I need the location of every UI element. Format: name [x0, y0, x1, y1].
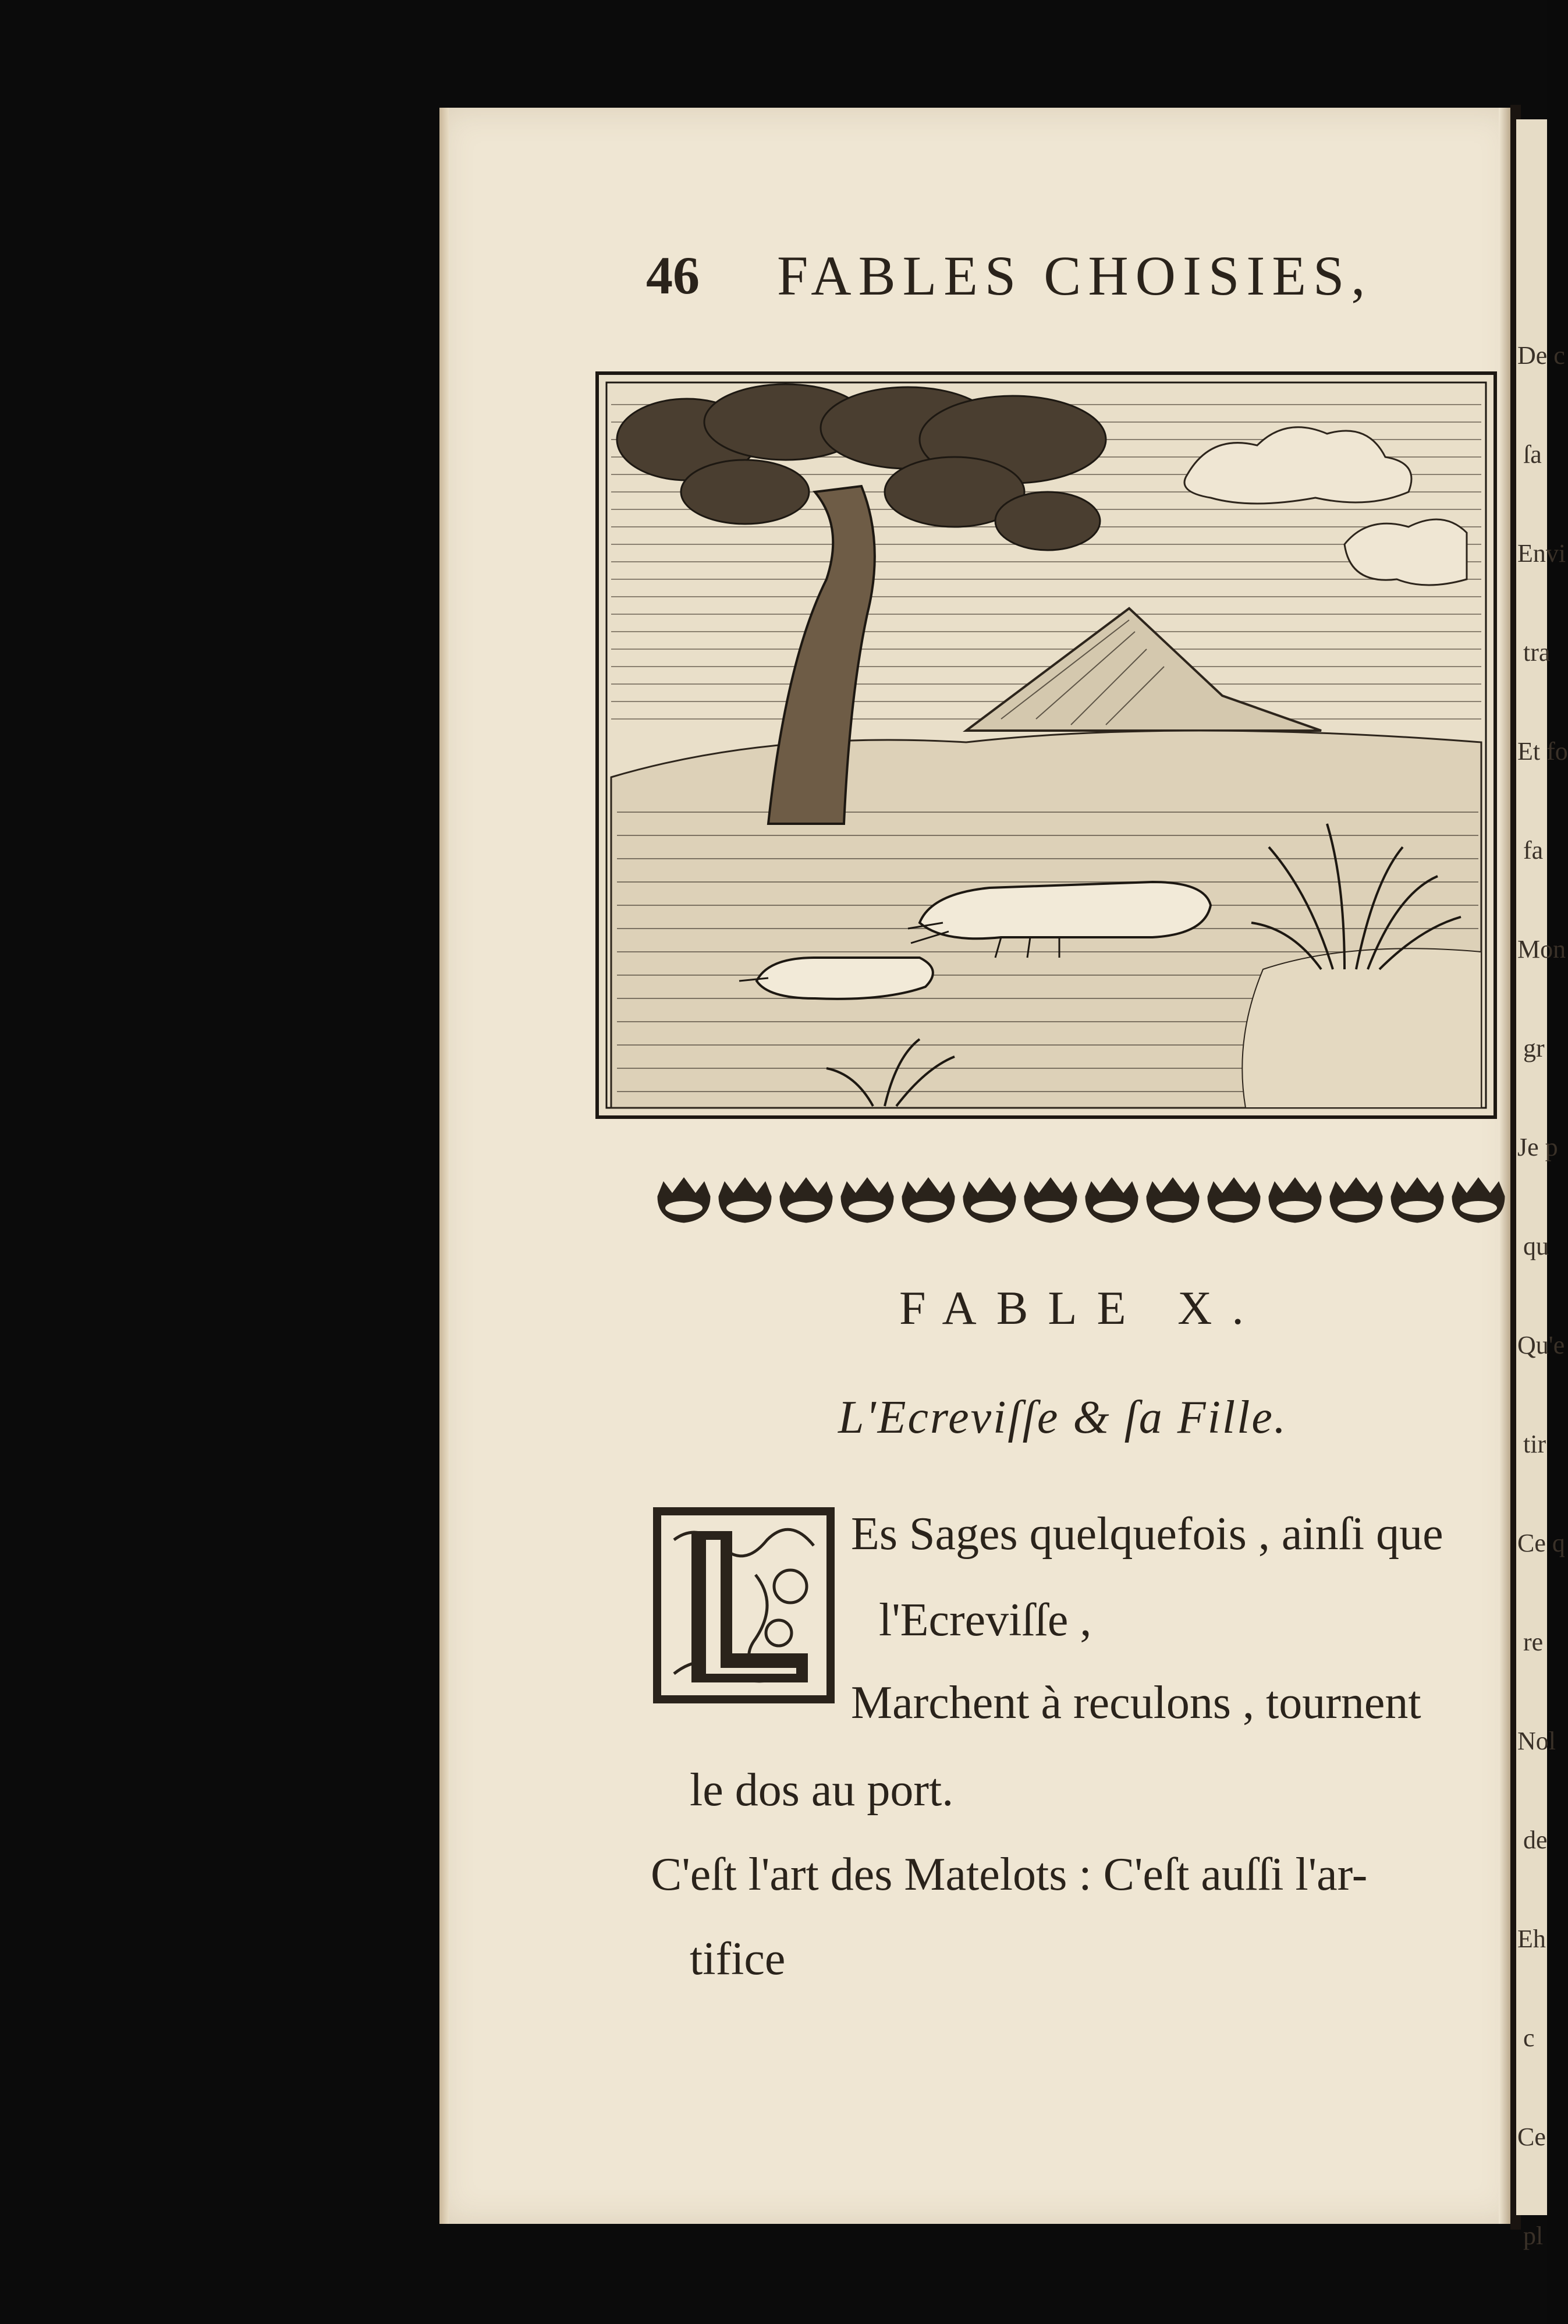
facing-page-fragment: Eh: [1517, 1925, 1546, 1953]
page-edge: [439, 108, 449, 2224]
facing-page-fragment: tir: [1523, 1430, 1546, 1458]
facing-page-fragment: re: [1523, 1628, 1544, 1656]
body-line-5: C'eſt l'art des Matelots : C'eſt auſſi l'ar-: [651, 1849, 1368, 1900]
facing-page-fragment: Ce: [1517, 2123, 1546, 2151]
page-number: 46: [646, 246, 700, 305]
facing-page-fragment: Mon: [1517, 935, 1566, 963]
fable-number: FABLE X.: [899, 1281, 1264, 1334]
facing-page-fragment: Et fo: [1517, 737, 1568, 766]
fable-title: L'Ecreviſſe & ſa Fille.: [838, 1392, 1287, 1443]
facing-page-fragment: tra: [1523, 638, 1551, 667]
facing-page-fragment: pl: [1523, 2222, 1544, 2250]
facing-page-fragment: ſa: [1523, 440, 1542, 469]
facing-page-fragment: de: [1523, 1826, 1548, 1854]
body-line-6: tifice: [690, 1933, 786, 1985]
facing-page-fragment: De c: [1517, 341, 1565, 370]
body-line-3: Marchent à reculons , tournent: [851, 1677, 1421, 1728]
facing-page-fragment: Qu'e: [1517, 1331, 1565, 1359]
decorated-initial-L: [651, 1505, 837, 1706]
facing-page-fragment: gr: [1523, 1034, 1545, 1062]
facing-page-fragment: Envi: [1517, 539, 1566, 568]
facing-page-fragment: Je p: [1517, 1133, 1558, 1161]
body-line-2: l'Ecreviſſe ,: [879, 1595, 1092, 1646]
facing-page-edge: [1516, 119, 1568, 2250]
woodcut-illustration: [594, 370, 1499, 1121]
facing-page-fragment: fa: [1523, 836, 1544, 865]
running-title: FABLES CHOISIES,: [777, 245, 1372, 307]
facing-page-fragment: c: [1523, 2024, 1535, 2052]
facing-page-fragment: Ce q: [1517, 1529, 1565, 1557]
crown-ornament-band: [652, 1173, 1499, 1237]
body-line-4: le dos au port.: [690, 1765, 954, 1816]
facing-page-fragment: Nol: [1517, 1727, 1556, 1755]
facing-page-fragment: qu: [1523, 1232, 1549, 1260]
body-line-1: Es Sages quelquefois , ainſi que: [851, 1508, 1443, 1560]
